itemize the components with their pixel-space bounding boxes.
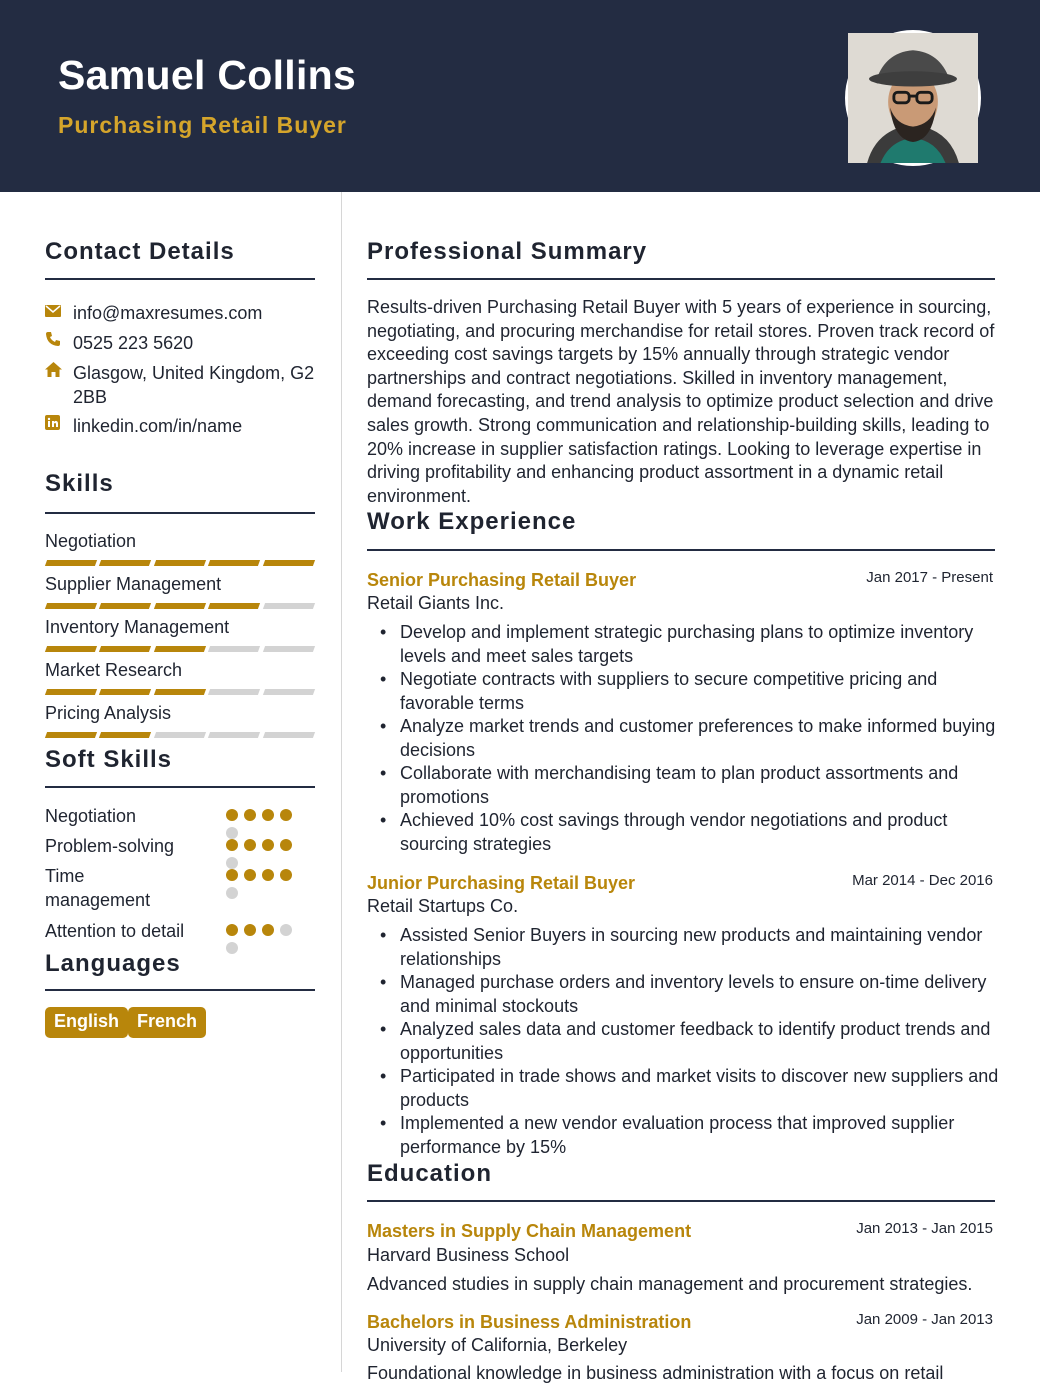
rating-dot	[226, 942, 238, 954]
contact-text: Glasgow, United Kingdom, G2 2BB	[73, 363, 315, 407]
skill-level-segment	[99, 560, 152, 566]
rating-dot	[262, 924, 274, 936]
job-bullets	[400, 621, 1000, 856]
list-item: • Participated in trade shows and market visits to discover new suppliers and products	[400, 1065, 1000, 1112]
rating-dot	[280, 924, 292, 936]
list-item: • Achieved 10% cost savings through vendor negotiations and product sourcing strategies	[400, 809, 1000, 856]
rating-dot	[226, 827, 238, 839]
skill-level-segment	[99, 732, 152, 738]
soft-skill-dots	[226, 809, 306, 839]
job-date: Mar 2014 - Dec 2016	[852, 872, 993, 889]
skill-level-segment	[154, 732, 207, 738]
skill-level-bar	[46, 603, 314, 609]
skill-level-segment	[154, 689, 207, 695]
education-description: Advanced studies in supply chain management and procurement strategies.	[367, 1274, 973, 1294]
list-item: • Managed purchase orders and inventory levels to ensure on-time delivery and minimal stockouts	[400, 971, 1000, 1018]
skill-level-segment	[263, 603, 316, 609]
section-divider	[367, 1200, 995, 1202]
list-item: • Implemented a new vendor evaluation process that improved supplier performance by 15%	[400, 1112, 1000, 1159]
candidate-role: Purchasing Retail Buyer	[58, 112, 347, 138]
skill-level-bar	[46, 732, 314, 738]
envelope-icon	[45, 301, 73, 325]
language-badge: English	[45, 1007, 128, 1038]
education-description: Foundational knowledge in business administration with a focus on retail	[367, 1363, 944, 1383]
skill-level-segment	[263, 560, 316, 566]
languages-section-title: Languages	[45, 950, 181, 977]
education-date: Jan 2009 - Jan 2013	[856, 1311, 993, 1328]
soft-skills-section-title: Soft Skills	[45, 746, 173, 773]
contact-text: linkedin.com/in/name	[73, 416, 243, 436]
column-divider	[341, 192, 342, 1372]
skill-level-segment	[99, 603, 152, 609]
rating-dot	[226, 839, 238, 851]
rating-dot	[226, 869, 238, 881]
phone-icon	[45, 331, 73, 355]
summary-text: Results-driven Purchasing Retail Buyer with 5 years of experience in sourcing, negotiating, and procuring merchandise for retail stores. Proven track record of exceeding cost savings targets by 15% annually through strategic vendor partnerships and contract negotiations. Skilled in inventory management, demand forecasting, and trend analysis to optimize product selection and drive sales growth. Strong communication and relationship-building skills, leading to 20% increase in supplier satisfaction ratings. Looking to leverage expertise in driving profitability and enhancing product assortment in a dynamic retail environment.	[367, 297, 995, 506]
section-divider	[45, 786, 315, 788]
skill-level-segment	[208, 689, 261, 695]
rating-dot	[280, 809, 292, 821]
soft-skill-dots	[226, 839, 306, 869]
contact-text: 0525 223 5620	[73, 333, 194, 353]
skill-level-bar	[46, 646, 314, 652]
skill-level-segment	[154, 646, 207, 652]
company-name: Retail Giants Inc.	[367, 593, 505, 613]
contact-linkedin[interactable]	[45, 414, 315, 438]
rating-dot	[226, 857, 238, 869]
home-icon	[45, 361, 73, 385]
rating-dot	[244, 924, 256, 936]
degree-title: Bachelors in Business Administration	[367, 1312, 692, 1332]
section-divider	[367, 549, 995, 551]
resume-header	[0, 0, 1040, 192]
skill-level-segment	[45, 646, 98, 652]
rating-dot	[226, 809, 238, 821]
skill-level-segment	[263, 732, 316, 738]
rating-dot	[226, 887, 238, 899]
summary-section-title: Professional Summary	[367, 238, 648, 265]
rating-dot	[244, 869, 256, 881]
section-divider	[45, 989, 315, 991]
skills-section-title: Skills	[45, 470, 114, 497]
skill-name: Inventory Management	[45, 617, 230, 637]
candidate-name: Samuel Collins	[58, 52, 357, 98]
job-date: Jan 2017 - Present	[866, 569, 993, 586]
soft-skill-dots	[226, 924, 306, 954]
list-item: • Analyze market trends and customer preferences to make informed buying decisions	[400, 715, 1000, 762]
list-item: • Assisted Senior Buyers in sourcing new products and maintaining vendor relationships	[400, 924, 1000, 971]
degree-title: Masters in Supply Chain Management	[367, 1221, 692, 1241]
soft-skill-dots	[226, 869, 306, 899]
section-divider	[45, 278, 315, 280]
soft-skill-name: Attention to detail	[45, 921, 185, 941]
language-badge: French	[128, 1007, 206, 1038]
section-divider	[45, 512, 315, 514]
rating-dot	[244, 809, 256, 821]
skill-level-segment	[45, 560, 98, 566]
skill-name: Pricing Analysis	[45, 703, 172, 723]
contact-address	[45, 361, 315, 409]
skill-level-segment	[99, 646, 152, 652]
rating-dot	[262, 809, 274, 821]
contact-phone[interactable]	[45, 331, 315, 355]
skill-level-segment	[263, 689, 316, 695]
skill-level-segment	[208, 646, 261, 652]
rating-dot	[226, 924, 238, 936]
skill-level-segment	[208, 732, 261, 738]
skill-level-segment	[208, 603, 261, 609]
soft-skill-name: Problem-solving	[45, 836, 175, 856]
skill-level-segment	[99, 689, 152, 695]
list-item: • Negotiate contracts with suppliers to secure competitive pricing and favorable terms	[400, 668, 1000, 715]
rating-dot	[280, 839, 292, 851]
skill-name: Supplier Management	[45, 574, 222, 594]
skill-level-segment	[154, 603, 207, 609]
rating-dot	[262, 869, 274, 881]
contact-section-title: Contact Details	[45, 238, 235, 265]
soft-skill-name: Negotiation	[45, 806, 137, 826]
rating-dot	[262, 839, 274, 851]
list-item: • Develop and implement strategic purchasing plans to optimize inventory levels and meet sales targets	[400, 621, 1000, 668]
skill-level-bar	[46, 689, 314, 695]
skill-level-segment	[263, 646, 316, 652]
job-title: Junior Purchasing Retail Buyer	[367, 873, 636, 893]
skill-level-bar	[46, 560, 314, 566]
education-date: Jan 2013 - Jan 2015	[856, 1220, 993, 1237]
profile-photo	[845, 30, 981, 166]
company-name: Retail Startups Co.	[367, 896, 519, 916]
linkedin-icon	[45, 414, 73, 438]
contact-text: info@maxresumes.com	[73, 303, 263, 323]
skill-level-segment	[208, 560, 261, 566]
soft-skill-name: Time management	[45, 866, 151, 910]
skill-name: Market Research	[45, 660, 183, 680]
skill-level-segment	[45, 689, 98, 695]
skill-level-segment	[45, 732, 98, 738]
school-name: University of California, Berkeley	[367, 1335, 628, 1355]
section-divider	[367, 278, 995, 280]
job-title: Senior Purchasing Retail Buyer	[367, 570, 637, 590]
contact-email[interactable]	[45, 301, 315, 325]
job-bullets	[400, 924, 1000, 1159]
skill-name: Negotiation	[45, 531, 137, 551]
list-item: • Analyzed sales data and customer feedback to identify product trends and opportunities	[400, 1018, 1000, 1065]
skill-level-segment	[45, 603, 98, 609]
education-section-title: Education	[367, 1160, 493, 1187]
skill-level-segment	[154, 560, 207, 566]
list-item: • Collaborate with merchandising team to plan product assortments and promotions	[400, 762, 1000, 809]
experience-section-title: Work Experience	[367, 508, 577, 535]
school-name: Harvard Business School	[367, 1245, 570, 1265]
person-avatar-icon	[848, 33, 978, 163]
rating-dot	[244, 839, 256, 851]
rating-dot	[280, 869, 292, 881]
